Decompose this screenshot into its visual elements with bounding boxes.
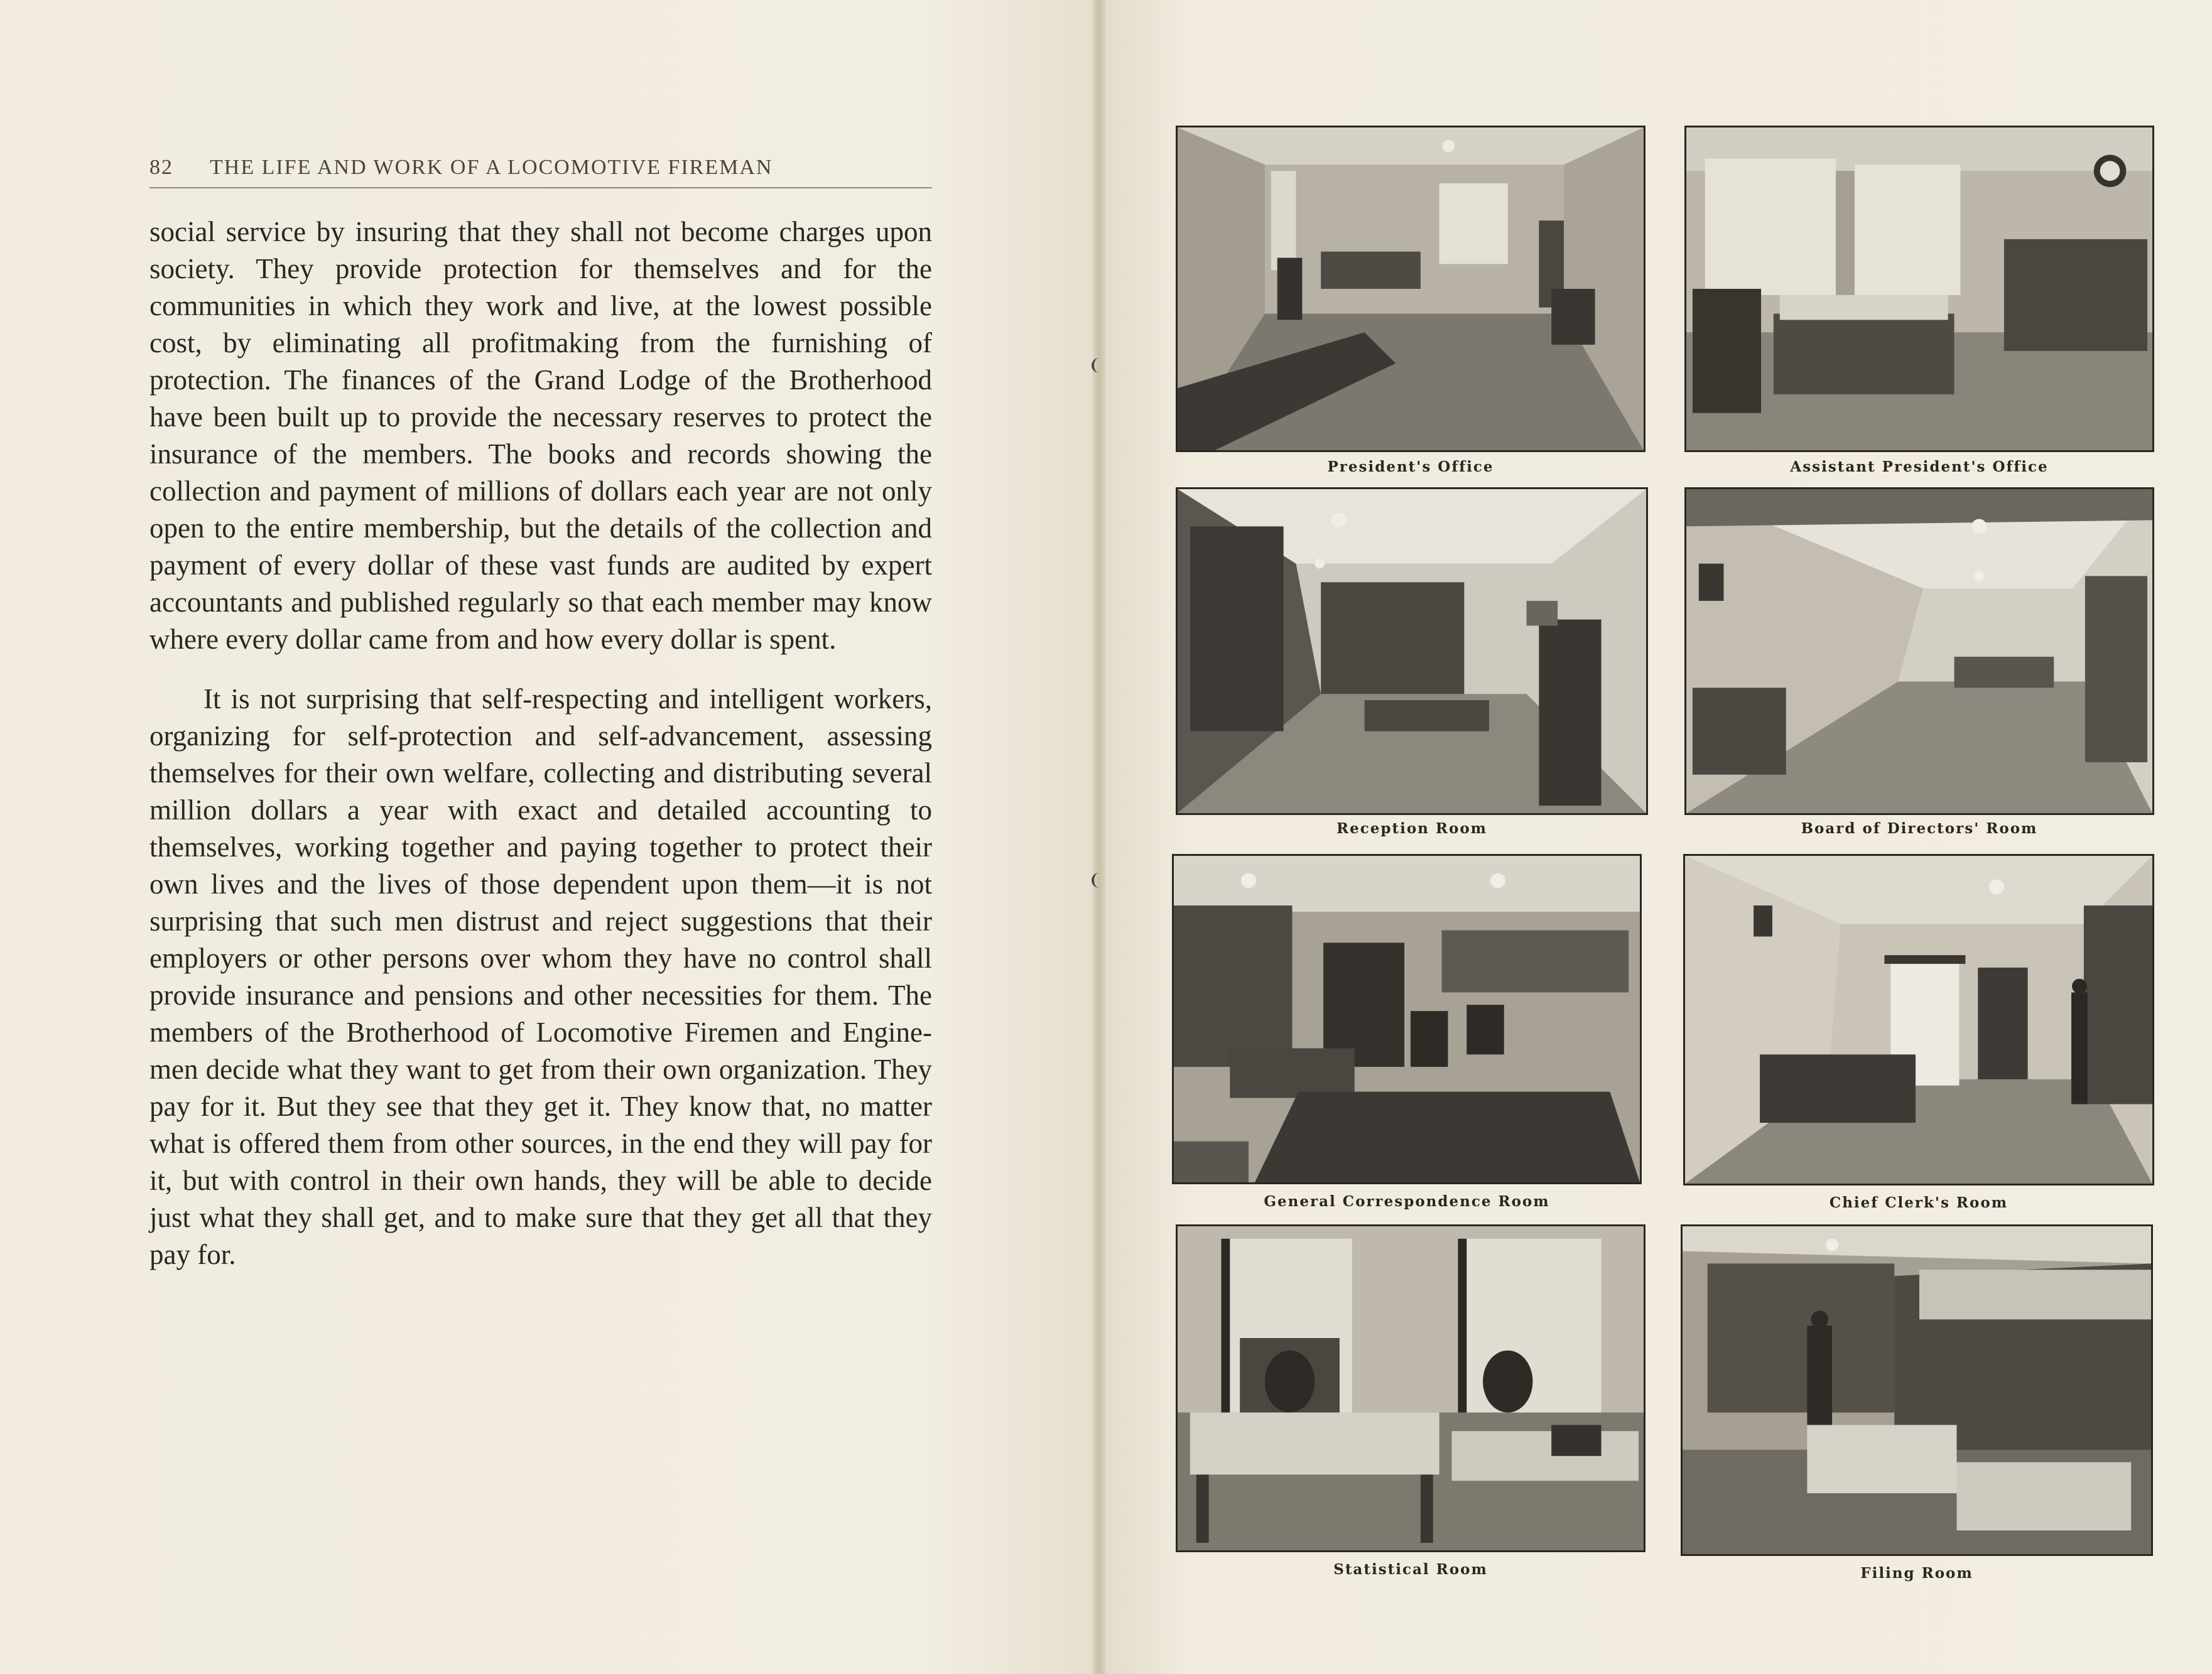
running-head-title: THE LIFE AND WORK OF A LOCOMOTIVE FIREMAN (210, 156, 773, 179)
body-text (149, 213, 932, 1273)
photo-image (1685, 856, 2152, 1184)
photo-caption: Statistical Room (1333, 1561, 1488, 1578)
photo-frame (1176, 126, 1645, 452)
photo-chief-clerks-room (1683, 854, 2154, 1218)
photo-frame (1683, 854, 2154, 1185)
paragraph-1: social service by insuring that they shall not become charges upon society. They provide protection for themselves and for the communities in which they work and live, at the lowest possible cost, by eliminating all profitmaking from the furnishing of protection. The finances of the Grand Lodge of the Brotherhood have been built up to provide the necessary reserves to protect the insurance of the members. The books and records showing the collection and payment of millions of dollars each year are not only open to the entire membership, but the details of the collection and payment of every dollar of these vast funds are audited by expert accountants and published regularly so that each member may know where every dollar came from and how every dollar is spent. (149, 216, 932, 655)
photo-caption: Reception Room (1336, 820, 1488, 837)
photo-caption: General Correspondence Room (1264, 1193, 1550, 1210)
photo-caption: Chief Clerk's Room (1829, 1194, 2009, 1211)
photo-reception-room (1176, 487, 1648, 839)
running-head (149, 156, 932, 188)
photo-image (1686, 489, 2152, 813)
photo-image (1178, 489, 1646, 813)
photo-caption: President's Office (1327, 458, 1494, 475)
photo-image (1174, 856, 1640, 1182)
photo-frame (1176, 1224, 1645, 1552)
photo-filing-room (1681, 1224, 2153, 1589)
photo-caption: Board of Directors' Room (1801, 820, 2038, 837)
paragraph-2: It is not surprising that self-respecting and intelligent workers, organizing for self-protection and self-advancement, assessing themselves for their own welfare, collecting and distributing several million dollars a year with exact and detailed accounting to themselves, working together and paying together to protect their own lives and the lives of those dependent upon them—it is not surprising that such men distrust and reject suggestions that their employers or other persons over whom they have no control shall provide insurance and pensions and other necessities for them. The members of the Brotherhood of Locomotive Firemen and Enginemen decide what they want to get from their own organization. They pay for it. But they see that they get it. They know that, no matter what is offered them from other sources, in the end they will pay for it, but with control in their own hands, they will be able to decide just what they shall get, and to make sure that they get all that they pay for. (149, 683, 932, 1270)
left-page (0, 0, 1093, 1674)
page-number: 82 (149, 156, 173, 179)
photo-frame (1684, 487, 2154, 815)
photo-board-of-directors-room (1684, 487, 2154, 839)
photo-caption: Filing Room (1860, 1565, 1973, 1582)
photo-frame (1172, 854, 1642, 1184)
photo-assistant-presidents-office (1684, 126, 2154, 477)
photo-image (1178, 1226, 1644, 1550)
photo-frame (1681, 1224, 2153, 1556)
photo-image (1683, 1226, 2151, 1554)
photo-image (1178, 127, 1644, 450)
photo-frame (1176, 487, 1648, 815)
photo-general-correspondence-room (1172, 854, 1642, 1218)
photo-statistical-room (1176, 1224, 1645, 1589)
photo-presidents-office (1176, 126, 1645, 477)
photo-frame (1684, 126, 2154, 452)
book-gutter (1093, 0, 1105, 1674)
photo-image (1686, 127, 2152, 450)
photo-caption: Assistant President's Office (1790, 458, 2049, 475)
